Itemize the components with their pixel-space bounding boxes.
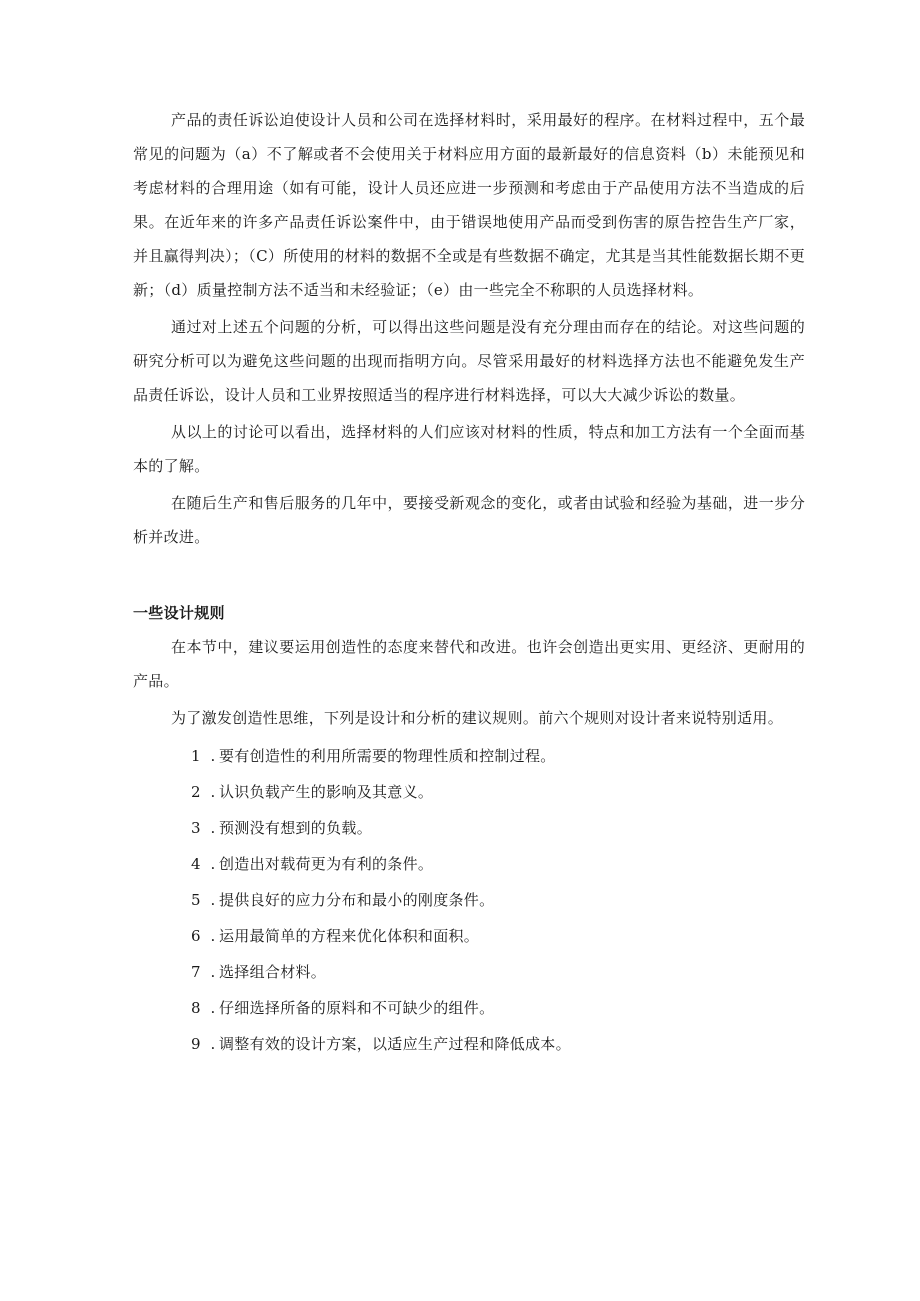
rule-number: 4: [191, 855, 201, 873]
rule-text: 创造出对载荷更为有利的条件。: [219, 855, 434, 873]
rule-text: 预测没有想到的负载。: [219, 819, 373, 837]
rule-item: 9 . 调整有效的设计方案，以适应生产过程和降低成本。: [133, 1026, 805, 1062]
rule-text: 认识负载产生的影响及其意义。: [219, 783, 434, 801]
section-paragraph-2: 为了激发创造性思维，下列是设计和分析的建议规则。前六个规则对设计者来说特别适用。: [171, 709, 784, 727]
rule-item: 7 . 选择组合材料。: [133, 954, 805, 990]
rule-number: 5: [191, 891, 201, 909]
intro-paragraph-2: 通过对上述五个问题的分析，可以得出这些问题是没有充分理由而存在的结论。对这些问题的研究分析可以为避免这些问题的出现而指明方向。尽管采用最好的材料选择方法也不能避免发生产品责任诉讼，设计人员和工业界按照适当的程序进行材料选择，可以大大减少诉讼的数量。: [133, 318, 805, 404]
rule-text: 要有创造性的利用所需要的物理性质和控制过程。: [219, 747, 556, 765]
section-spacer: [133, 554, 805, 596]
rule-number: 9: [191, 1035, 201, 1053]
rule-item: 2 . 认识负载产生的影响及其意义。: [133, 774, 805, 810]
document-page: [133, 103, 805, 1062]
section-paragraph-1: 在本节中，建议要运用创造性的态度来替代和改进。也许会创造出更实用、更经济、更耐用的产品。: [133, 638, 805, 690]
rule-number: 7: [191, 963, 201, 981]
section-heading: 一些设计规则: [133, 604, 225, 622]
rule-number: 8: [191, 999, 201, 1017]
rule-text: 仔细选择所备的原料和不可缺少的组件。: [219, 999, 495, 1017]
rule-number: 3: [191, 819, 201, 837]
rule-item: 8 . 仔细选择所备的原料和不可缺少的组件。: [133, 990, 805, 1026]
intro-paragraph-1: 产品的责任诉讼迫使设计人员和公司在选择材料时，采用最好的程序。在材料过程中，五个最常见的问题为（a）不了解或者不会使用关于材料应用方面的最新最好的信息资料（b）未能预见和考虑材料的合理用途（如有可能，设计人员还应进一步预测和考虑由于产品使用方法不当造成的后果。在近年来的许多产品责任诉讼案件中，由于错误地使用产品而受到伤害的原告控告生产厂家，并且赢得判决）；（C）所使用的材料的数据不全或是有些数据不确定，尤其是当其性能数据长期不更新；（d）质量控制方法不适当和未经验证；（e）由一些完全不称职的人员选择材料。: [133, 111, 805, 299]
rule-item: 3 . 预测没有想到的负载。: [133, 810, 805, 846]
rule-item: 4 . 创造出对载荷更为有利的条件。: [133, 846, 805, 882]
rule-item: 6 . 运用最简单的方程来优化体积和面积。: [133, 918, 805, 954]
rule-number: 2: [191, 783, 201, 801]
rule-number: 1: [191, 747, 201, 765]
rule-text: 调整有效的设计方案，以适应生产过程和降低成本。: [219, 1035, 571, 1053]
rule-item: 1 . 要有创造性的利用所需要的物理性质和控制过程。: [133, 738, 805, 774]
rule-text: 提供良好的应力分布和最小的刚度条件。: [219, 891, 495, 909]
intro-paragraph-4: 在随后生产和售后服务的几年中，要接受新观念的变化，或者由试验和经验为基础，进一步分析并改进。: [133, 494, 805, 546]
intro-paragraph-3: 从以上的讨论可以看出，选择材料的人们应该对材料的性质，特点和加工方法有一个全面而基本的了解。: [133, 423, 805, 475]
rule-number: 6: [191, 927, 201, 945]
rule-text: 运用最简单的方程来优化体积和面积。: [219, 927, 480, 945]
design-rules-list: [133, 738, 805, 1062]
rule-item: 5 . 提供良好的应力分布和最小的刚度条件。: [133, 882, 805, 918]
rule-text: 选择组合材料。: [219, 963, 327, 981]
